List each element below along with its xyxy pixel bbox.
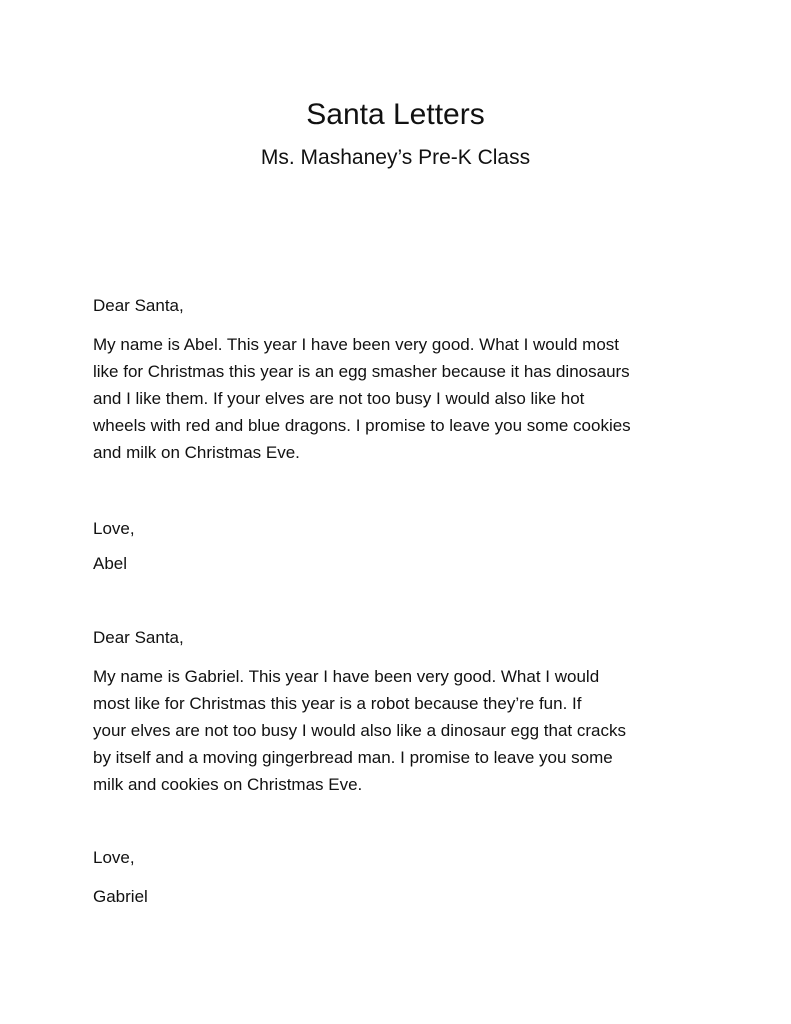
body-line: milk and cookies on Christmas Eve.	[93, 775, 363, 794]
letter-greeting: Dear Santa,	[93, 296, 184, 315]
letter-signature: Abel	[93, 554, 128, 573]
body-line: My name is Gabriel. This year I have been very good. What I would	[93, 667, 600, 686]
letter-greeting: Dear Santa,	[93, 628, 184, 647]
body-line: and milk on Christmas Eve.	[93, 443, 300, 462]
body-line: by itself and a moving gingerbread man. I promise to leave you some	[93, 748, 613, 767]
body-line: and I like them. If your elves are not too busy I would also like hot	[93, 389, 585, 408]
body-line: My name is Abel. This year I have been very good. What I would most	[93, 335, 619, 354]
body-line: your elves are not too busy I would also like a dinosaur egg that cracks	[93, 721, 626, 740]
letter-closing: Love,	[93, 519, 135, 538]
body-line: like for Christmas this year is an egg smasher because it has dinosaurs	[93, 362, 630, 381]
letter-body	[93, 331, 631, 466]
letter-signature: Gabriel	[93, 887, 148, 906]
letter-closing: Love,	[93, 848, 135, 867]
letter-body	[93, 663, 626, 798]
page-subtitle: Ms. Mashaney’s Pre-K Class	[260, 146, 531, 169]
body-line: most like for Christmas this year is a robot because they’re fun. If	[93, 694, 582, 713]
body-line: wheels with red and blue dragons. I promise to leave you some cookies	[93, 416, 631, 435]
page-title: Santa Letters	[306, 98, 485, 131]
